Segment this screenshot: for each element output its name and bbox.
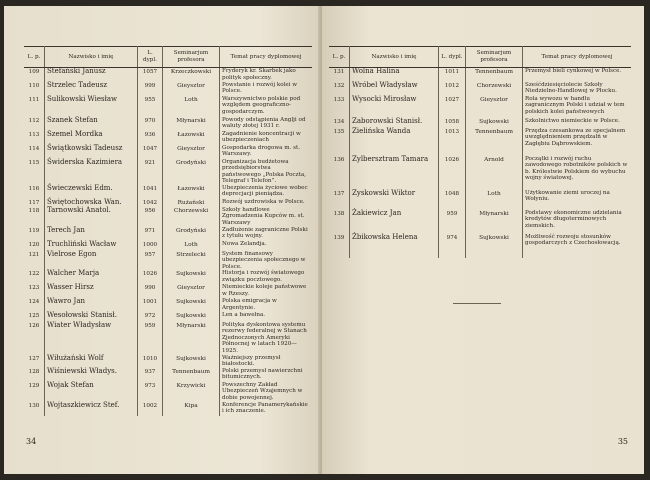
diploma-number: 1010 bbox=[138, 355, 163, 368]
row-number: 131 bbox=[329, 68, 350, 82]
student-name: Świątkowski Tadeusz bbox=[45, 145, 138, 159]
row-number: 110 bbox=[24, 82, 45, 96]
thesis-topic: Powszechny Zakład Ubezpieczeń Wzajemnych w dobie powojennej. bbox=[222, 381, 303, 401]
row-number: 132 bbox=[329, 82, 350, 96]
row-number: 133 bbox=[329, 96, 350, 118]
seminar-professor: Kipa bbox=[163, 402, 220, 416]
student-name: Wolna Halina bbox=[350, 68, 439, 82]
seminar-professor: Krzeczkowski bbox=[163, 68, 220, 82]
row-number: 113 bbox=[24, 131, 45, 145]
thesis-topic: Podstawy ekonomiczne udzielania kredytów długoterminowych ziemskich. bbox=[525, 209, 622, 229]
row-number: 115 bbox=[24, 159, 45, 185]
seminar-professor: Gieysztor bbox=[163, 82, 220, 96]
student-name: Żbikowska Helena bbox=[350, 234, 439, 258]
student-name: Walcher Marja bbox=[45, 270, 138, 284]
diploma-number: 959 bbox=[439, 210, 466, 234]
thesis-topic: Przemysł bieli cynkowej w Polsce. bbox=[525, 68, 622, 74]
diploma-number: 1011 bbox=[439, 68, 466, 82]
seminar-professor: Gieysztor bbox=[163, 284, 220, 298]
thesis-topic: Użytkowanie ziemi uroczej na Wołyniu. bbox=[525, 189, 610, 203]
table-row bbox=[24, 117, 312, 131]
thesis-topic: Ważniejszy przemysł białostocki. bbox=[222, 354, 281, 368]
table-row bbox=[24, 298, 312, 311]
student-name: Zaborowski Stanisł. bbox=[350, 118, 439, 128]
row-number: 135 bbox=[329, 128, 350, 156]
thesis-topic: Możliwość rozwoju stosunków gospodarczych z Czechosłowacją. bbox=[525, 233, 621, 247]
page-number-left: 34 bbox=[26, 437, 37, 446]
diploma-number: 1012 bbox=[439, 82, 466, 96]
thesis-topic: Zadłużenie zagraniczne Polski z tytułu wojny. bbox=[222, 226, 308, 240]
left-page bbox=[4, 6, 322, 474]
row-number: 123 bbox=[24, 284, 45, 298]
thesis-topic: Zagadnienie koncentracji w ubezpieczeniach bbox=[222, 130, 301, 144]
diploma-number: 955 bbox=[138, 96, 163, 117]
diploma-number: 1057 bbox=[138, 68, 163, 82]
diploma-number: 1026 bbox=[439, 156, 466, 190]
student-name: Świderska Kazimiera bbox=[45, 159, 138, 185]
header-topic: Temat pracy dyplomowej bbox=[220, 47, 313, 68]
student-name: Truchliński Wacław bbox=[45, 241, 138, 251]
row-number: 130 bbox=[24, 402, 45, 416]
diploma-number: 1002 bbox=[138, 402, 163, 416]
student-name: Szemel Mordka bbox=[45, 131, 138, 145]
table-row bbox=[24, 368, 312, 382]
table-row bbox=[329, 68, 631, 82]
thesis-topic: Historja i rozwój światowego związku pocztowego. bbox=[222, 270, 305, 284]
table-row bbox=[329, 210, 631, 234]
header-lp: L. p. bbox=[24, 47, 45, 68]
header-name: Nazwisko i imię bbox=[45, 47, 138, 68]
diploma-table-right bbox=[329, 46, 631, 258]
table-row bbox=[329, 118, 631, 128]
diploma-number: 1027 bbox=[439, 96, 466, 118]
row-number: 127 bbox=[24, 355, 45, 368]
student-name: Zielińska Wanda bbox=[350, 128, 439, 156]
diploma-number: 971 bbox=[138, 227, 163, 241]
seminar-professor: Młynarski bbox=[163, 322, 220, 355]
thesis-topic: Rola wywozu w handlu zagranicznym Polski i udział w tem polskich kolei państwowych bbox=[525, 95, 625, 115]
seminar-professor: Sujkowski bbox=[163, 270, 220, 284]
seminar-professor: Sujkowski bbox=[163, 312, 220, 322]
diploma-table-left bbox=[24, 46, 312, 416]
seminar-professor: Sujkowski bbox=[163, 355, 220, 368]
thesis-topic: Sześćdziesięciolecie Szkoły Niedzielno-Handlowej w Płocku. bbox=[525, 81, 617, 95]
thesis-topic: Konferencje Panamerykańskie i ich znaczenie. bbox=[222, 401, 308, 415]
thesis-topic: Szkolnictwo niemieckie w Polsce. bbox=[525, 117, 620, 124]
student-name: Vielrose Egon bbox=[45, 251, 138, 271]
thesis-topic: Szkoły handlowe Zgromadzenia Kupców m. st. Warszawy bbox=[222, 206, 305, 227]
table-row bbox=[24, 185, 312, 199]
student-name: Wesołowski Stanisł. bbox=[45, 312, 138, 322]
student-name: Wiśniewski Władys. bbox=[45, 368, 138, 382]
student-name: Stefański Janusz bbox=[45, 68, 138, 82]
row-number: 138 bbox=[329, 210, 350, 234]
row-number: 116 bbox=[24, 185, 45, 199]
diploma-number: 1048 bbox=[439, 190, 466, 210]
row-number: 121 bbox=[24, 251, 45, 271]
diploma-number: 1058 bbox=[439, 118, 466, 128]
row-number: 128 bbox=[24, 368, 45, 382]
row-number: 129 bbox=[24, 382, 45, 402]
thesis-topic: System finansowy ubezpieczenia społecznego w Polsce. bbox=[222, 250, 306, 270]
row-number: 120 bbox=[24, 241, 45, 251]
table-row bbox=[24, 227, 312, 241]
diploma-number: 1013 bbox=[439, 128, 466, 156]
thesis-topic: Powstanie i rozwój kolei w Polsce. bbox=[222, 81, 298, 95]
row-number: 118 bbox=[24, 207, 45, 227]
student-name: Wawro Jan bbox=[45, 298, 138, 311]
table-row bbox=[329, 96, 631, 118]
row-number: 112 bbox=[24, 117, 45, 131]
row-number: 139 bbox=[329, 234, 350, 258]
page-number-right: 35 bbox=[617, 437, 628, 446]
student-name: Wysocki Mirosław bbox=[350, 96, 439, 118]
seminar-professor: Młynarski bbox=[163, 117, 220, 131]
table-row bbox=[329, 82, 631, 96]
row-number: 114 bbox=[24, 145, 45, 159]
row-number: 134 bbox=[329, 118, 350, 128]
header-name: Nazwisko i imię bbox=[350, 47, 439, 68]
header-seminar: Seminarjum profesora bbox=[163, 47, 220, 68]
table-row bbox=[24, 207, 312, 227]
diploma-number: 999 bbox=[138, 82, 163, 96]
table-row bbox=[329, 128, 631, 156]
table-row bbox=[329, 234, 631, 258]
student-name: Szanek Stefan bbox=[45, 117, 138, 131]
thesis-topic: Warszywnictwo polskie pod względem geograficzno-gospodarczym. bbox=[222, 95, 301, 115]
row-number: 109 bbox=[24, 68, 45, 82]
student-name: Zyskowski Wiktor bbox=[350, 190, 439, 210]
thesis-topic: Fryderyk kr. Skarbek jako polityk społeczny. bbox=[222, 68, 296, 81]
seminar-professor: Rużański bbox=[163, 199, 220, 207]
thesis-topic: Przędza czesankowa ze specjalnem uwzględnieniem przędzalń w Zagłębiu Dąbrowskiem. bbox=[525, 127, 626, 147]
diploma-number: 921 bbox=[138, 159, 163, 185]
diploma-number: 936 bbox=[138, 131, 163, 145]
student-name: Zylbersztram Tamara bbox=[350, 156, 439, 190]
table-row bbox=[24, 382, 312, 402]
header-dypl: L. dypl. bbox=[138, 47, 163, 68]
seminar-professor: Gieysztor bbox=[163, 145, 220, 159]
end-rule bbox=[453, 303, 501, 304]
diploma-number: 1042 bbox=[138, 199, 163, 207]
student-name: Wróbel Władysław bbox=[350, 82, 439, 96]
thesis-topic: Len a bawełna. bbox=[222, 311, 266, 318]
table-header-row bbox=[24, 47, 312, 68]
seminar-professor: Chorzewski bbox=[163, 207, 220, 227]
table-row bbox=[24, 284, 312, 298]
diploma-number: 956 bbox=[138, 207, 163, 227]
diploma-number: 973 bbox=[138, 382, 163, 402]
student-name: Wojak Stefan bbox=[45, 382, 138, 402]
diploma-number: 957 bbox=[138, 251, 163, 271]
header-lp: L. p. bbox=[329, 47, 350, 68]
seminar-professor: Tennenbaum bbox=[466, 128, 523, 156]
seminar-professor: Strzelecki bbox=[163, 251, 220, 271]
table-header-row bbox=[329, 47, 631, 68]
row-number: 137 bbox=[329, 190, 350, 210]
thesis-topic: Polski przemysł nawierzchni bitumicznych. bbox=[222, 367, 303, 381]
seminar-professor: Sujkowski bbox=[163, 298, 220, 311]
student-name: Świętochowska Wan. bbox=[45, 199, 138, 207]
diploma-number: 937 bbox=[138, 368, 163, 382]
thesis-topic: Rozwój uzdrowiska w Polsce. bbox=[222, 198, 305, 205]
table-row bbox=[24, 355, 312, 368]
table-row bbox=[24, 322, 312, 355]
header-topic: Temat pracy dyplomowej bbox=[523, 47, 632, 68]
table-row bbox=[329, 190, 631, 210]
row-number: 136 bbox=[329, 156, 350, 190]
student-name: Wojtaszkiewicz Stef. bbox=[45, 402, 138, 416]
thesis-topic: Początki i rozwój ruchu zawodowego robotników polskich w b. Królestwie Polskiem do wybuchu wojny światowej. bbox=[525, 155, 628, 182]
seminar-professor: Krzywicki bbox=[163, 382, 220, 402]
table-row bbox=[24, 82, 312, 96]
seminar-professor: Tennenbaum bbox=[466, 68, 523, 82]
seminar-professor: Młynarski bbox=[466, 210, 523, 234]
seminar-professor: Chorzewski bbox=[466, 82, 523, 96]
diploma-number: 959 bbox=[138, 322, 163, 355]
table-row bbox=[24, 96, 312, 117]
row-number: 119 bbox=[24, 227, 45, 241]
row-number: 122 bbox=[24, 270, 45, 284]
row-number: 125 bbox=[24, 312, 45, 322]
seminar-professor: Grodyński bbox=[163, 159, 220, 185]
header-dypl: L. dypl. bbox=[439, 47, 466, 68]
thesis-topic: Polityka dyskontowa systemu rezerwy federalnej w Stanach Zjednoczonych Ameryki Północnej w latach 1920—1925. bbox=[222, 321, 307, 354]
seminar-professor: Loth bbox=[466, 190, 523, 210]
student-name: Tarnowski Anatol. bbox=[45, 207, 138, 227]
thesis-topic: Nowa Zelandja. bbox=[222, 240, 267, 247]
diploma-number: 1001 bbox=[138, 298, 163, 311]
diploma-number: 1026 bbox=[138, 270, 163, 284]
table-row bbox=[24, 402, 312, 416]
table-row bbox=[24, 145, 312, 159]
seminar-professor: Łazowski bbox=[163, 185, 220, 199]
seminar-professor: Loth bbox=[163, 241, 220, 251]
right-page bbox=[322, 6, 644, 474]
header-seminar: Seminarjum profesora bbox=[466, 47, 523, 68]
thesis-topic: Ubezpieczenia życiowe wobec deprecjacji pieniądza. bbox=[222, 184, 308, 198]
table-row bbox=[24, 68, 312, 82]
diploma-number: 1000 bbox=[138, 241, 163, 251]
row-number: 124 bbox=[24, 298, 45, 311]
seminar-professor: Arnold bbox=[466, 156, 523, 190]
thesis-topic: Polska emigracja w Argentynie. bbox=[222, 298, 277, 312]
seminar-professor: Łazowski bbox=[163, 131, 220, 145]
thesis-topic: Powody odstąpienia Anglji od waluty złotej 1931 r. bbox=[222, 116, 306, 130]
diploma-number: 1041 bbox=[138, 185, 163, 199]
student-name: Strzelec Tadeusz bbox=[45, 82, 138, 96]
row-number: 126 bbox=[24, 322, 45, 355]
seminar-professor: Sujkowski bbox=[466, 234, 523, 258]
table-row bbox=[24, 270, 312, 284]
diploma-number: 972 bbox=[138, 312, 163, 322]
student-name: Wasser Hirsz bbox=[45, 284, 138, 298]
thesis-topic: Gospodarka drogowa m. st. Warszawy. bbox=[222, 144, 300, 158]
diploma-number: 990 bbox=[138, 284, 163, 298]
seminar-professor: Loth bbox=[163, 96, 220, 117]
student-name: Terech Jan bbox=[45, 227, 138, 241]
student-name: Wiłużański Wolf bbox=[45, 355, 138, 368]
table-row bbox=[24, 251, 312, 271]
table-row bbox=[24, 159, 312, 185]
student-name: Sulikowski Wiesław bbox=[45, 96, 138, 117]
diploma-number: 1047 bbox=[138, 145, 163, 159]
diploma-number: 970 bbox=[138, 117, 163, 131]
student-name: Świeczewski Edm. bbox=[45, 185, 138, 199]
row-number: 111 bbox=[24, 96, 45, 117]
diploma-number: 974 bbox=[439, 234, 466, 258]
seminar-professor: Gieysztor bbox=[466, 96, 523, 118]
table-row bbox=[329, 156, 631, 190]
thesis-topic: Niemieckie koleje państwowe w Rzeszy. bbox=[222, 284, 307, 298]
student-name: Żakiewicz Jan bbox=[350, 210, 439, 234]
seminar-professor: Tennenbaum bbox=[163, 368, 220, 382]
seminar-professor: Sujkowski bbox=[466, 118, 523, 128]
student-name: Wiater Władysław bbox=[45, 322, 138, 355]
table-row bbox=[24, 131, 312, 145]
thesis-topic: Organizacja budżetowa przedsiębiorstwa państwowego „Polska Poczta, Telegraf i Telefon”. bbox=[222, 158, 306, 185]
seminar-professor: Grodyński bbox=[163, 227, 220, 241]
row-number: 117 bbox=[24, 199, 45, 207]
